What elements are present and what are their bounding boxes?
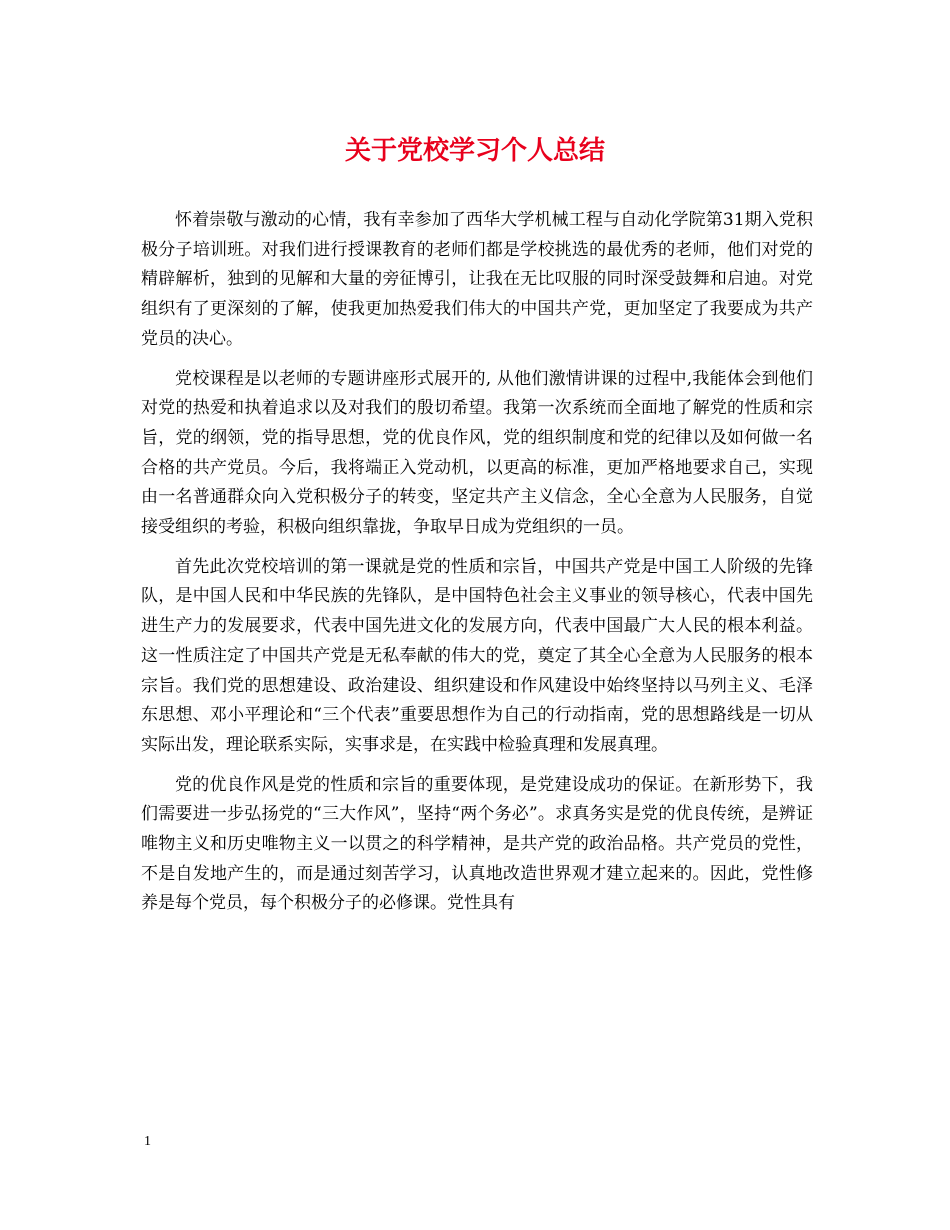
paragraph-4: 党的优良作风是党的性质和宗旨的重要体现，是党建设成功的保证。在新形势下，我们需要进一步弘扬党的“三大作风”，坚持“两个务必”。求真务实是党的优良传统，是辨证唯物主义和历史唯物主义一以贯之的科学精神，是共产党的政治品格。共产党员的党性，不是自发地产生的，而是通过刻苦学习，认真地改造世界观才建立起来的。因此，党性修养是每个党员，每个积极分子的必修课。党性具有 (141, 774, 813, 914)
paragraph-3: 首先此次党校培训的第一课就是党的性质和宗旨，中国共产党是中国工人阶级的先锋队，是中国人民和中华民族的先锋队，是中国特色社会主义事业的领导核心，代表中国先进生产力的发展要求，代表中国先进文化的发展方向，代表中国最广大人民的根本利益。这一性质注定了中国共产党是无私奉献的伟大的党，奠定了其全心全意为人民服务的根本宗旨。我们党的思想建设、政治建设、组织建设和作风建设中始终坚持以马列主义、毛泽东思想、邓小平理论和“三个代表”重要思想作为自己的行动指南，党的思想路线是一切从实际出发，理论联系实际，实事求是，在实践中检验真理和发展真理。 (141, 556, 813, 755)
paragraph-2: 党校课程是以老师的专题讲座形式展开的, 从他们激情讲课的过程中,我能体会到他们对党的热爱和执着追求以及对我们的殷切希望。我第一次系统而全面地了解党的性质和宗旨，党的纲领，党的指导思想，党的优良作风，党的组织制度和党的纪律以及如何做一名合格的共产党员。今后，我将端正入党动机，以更高的标准，更加严格地要求自己，实现由一名普通群众向入党积极分子的转变，坚定共产主义信念，全心全意为人民服务，自觉接受组织的考验，积极向组织靠拢，争取早日成为党组织的一员。 (141, 368, 813, 538)
page-number: 1 (144, 1134, 151, 1149)
paragraph-1: 怀着崇敬与激动的心情，我有幸参加了西华大学机械工程与自动化学院第31期入党积极分子培训班。对我们进行授课教育的老师们都是学校挑选的最优秀的老师，他们对党的精辟解析，独到的见解和大量的旁征博引，让我在无比叹服的同时深受鼓舞和启迪。对党组织有了更深刻的了解，使我更加热爱我们伟大的中国共产党，更加坚定了我要成为共产党员的决心。 (141, 210, 813, 349)
document-title: 关于党校学习个人总结 (344, 136, 605, 166)
document-body (141, 206, 813, 929)
